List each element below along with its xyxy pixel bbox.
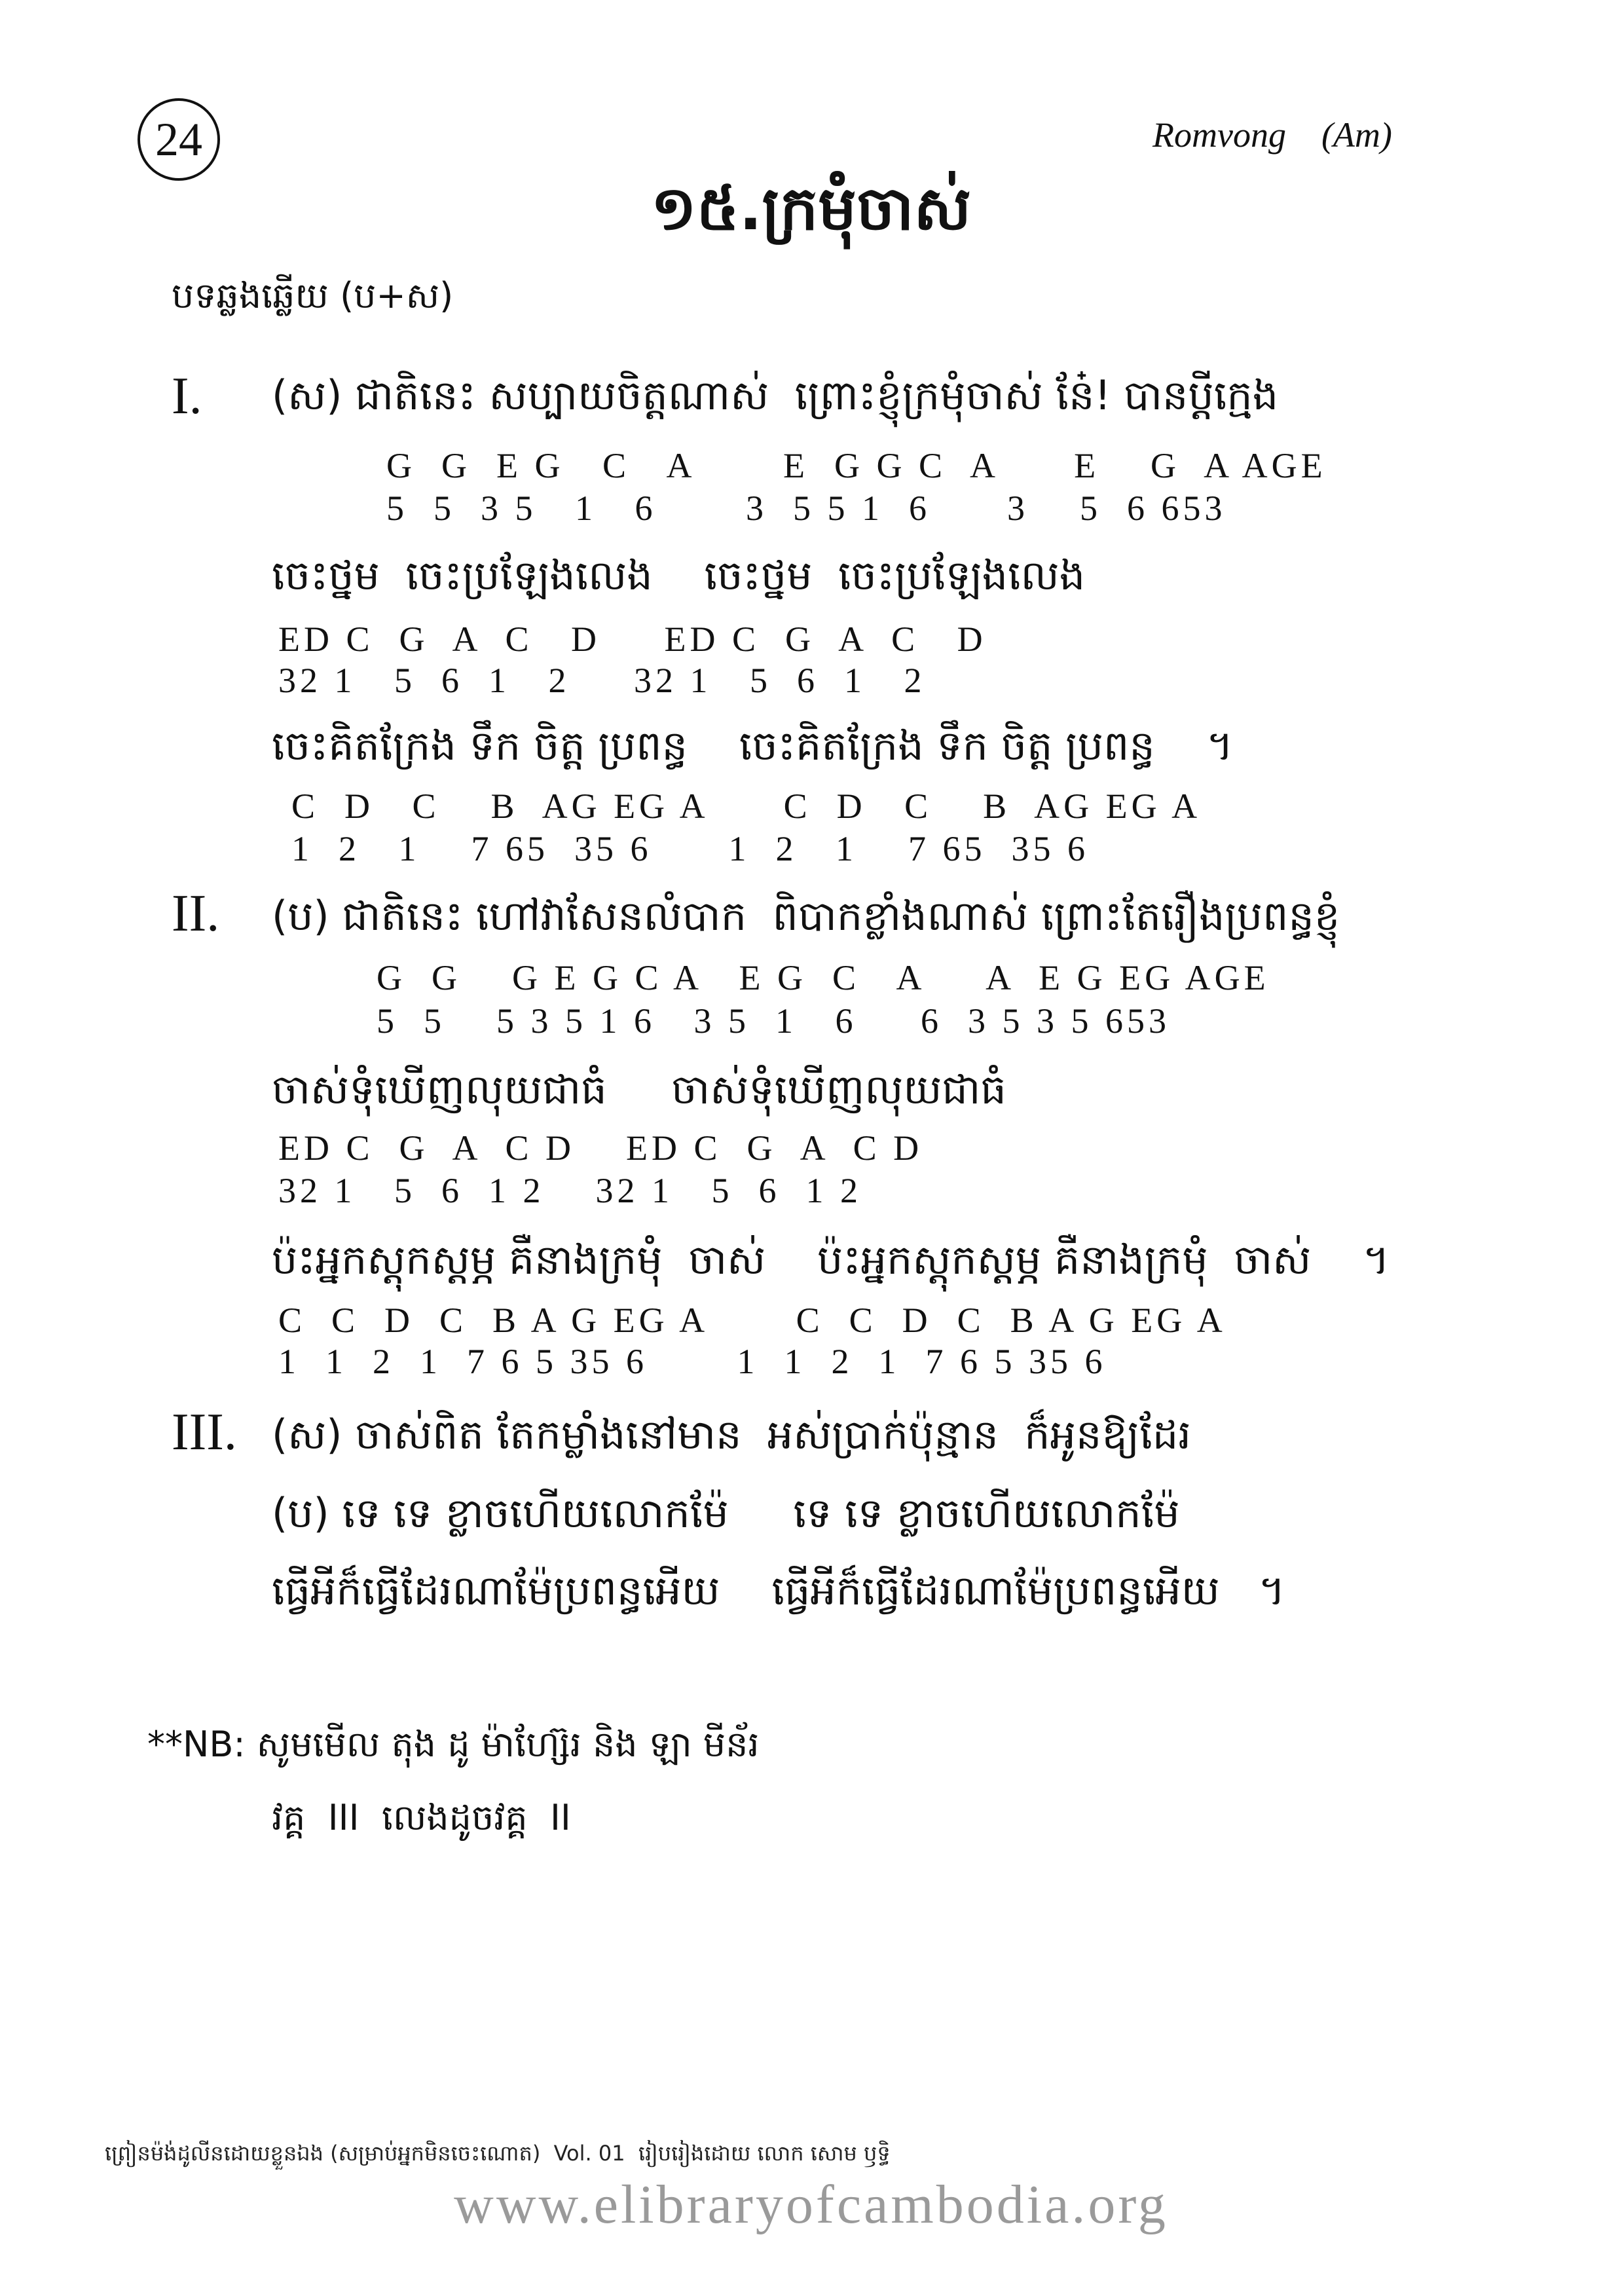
song-title: ១៥.ក្រមុំចាស់ bbox=[650, 174, 972, 244]
note-letters: C C D C B A G EG A C C D C B A G EG A bbox=[278, 1301, 1226, 1340]
note-numbers: 5 5 5 3 5 1 6 3 5 1 6 6 3 5 3 5 653 bbox=[377, 1001, 1170, 1041]
footer-credit: ព្រៀនម៉ង់ដូលីនដោយខ្លួនឯង (សម្រាប់អ្នកមិនចេះណោត) Vol. 01 រៀបរៀងដោយ លោក សោម ឫទ្ធិ bbox=[105, 2141, 891, 2166]
verse-number: III. bbox=[172, 1403, 237, 1461]
lyric-line: ចេះថ្នម ចេះប្រឡែងលេង ចេះថ្នម ចេះប្រឡែងលេង bbox=[272, 551, 1086, 599]
lyric-line: ធ្វើអីក៏ធ្វើដែរណាម៉ែប្រពន្ធអើយ ធ្វើអីក៏ធ្វើដែរណាម៉ែប្រពន្ធអើយ ។ bbox=[272, 1566, 1285, 1614]
singer-note: បទឆ្លងឆ្លើយ (ប+ស) bbox=[172, 275, 454, 316]
verse-number: II. bbox=[172, 885, 220, 942]
note-letters: G G G E G C A E G C A A E G EG AGE bbox=[377, 958, 1270, 997]
note-numbers: 32 1 5 6 1 2 32 1 5 6 1 2 bbox=[278, 661, 926, 700]
nb-note-detail: វគ្គ III លេងដូចវគ្គ II bbox=[272, 1797, 571, 1838]
note-letters: C D C B AG EG A C D C B AG EG A bbox=[291, 787, 1202, 826]
lyric-line: (ប) ទេ ទេ ខ្លាចហើយលោកម៉ែ ទេ ទេ ខ្លាចហើយលោកម៉ែ bbox=[272, 1489, 1180, 1537]
lyric-line: ប៉ះអ្នកស្តុកស្តម្ភ គឺនាងក្រមុំ ចាស់ ប៉ះអ្នកស្តុកស្តម្ភ គឺនាងក្រមុំ ចាស់ ។ bbox=[272, 1236, 1390, 1284]
lyric-line: (ស) ជាតិនេះ សប្បាយចិត្តណាស់ ព្រោះខ្ញុំក្រមុំចាស់ នែ៎! បានប្តីក្មេង bbox=[272, 371, 1279, 419]
lyric-line: (ប) ជាតិនេះ ហៅវាសែនលំបាក ពិបាកខ្លាំងណាស់ ព្រោះតែរឿងប្រពន្ធខ្ញុំ bbox=[272, 892, 1340, 940]
note-letters: ED C G A C D ED C G A C D bbox=[278, 1128, 923, 1168]
style-key: Romvong (Am) bbox=[1152, 115, 1392, 155]
page-number: 24 bbox=[138, 98, 220, 181]
lyric-line: ចាស់ទុំឃើញលុយជាធំ ចាស់ទុំឃើញលុយជាធំ bbox=[272, 1065, 1006, 1113]
note-numbers: 1 2 1 7 65 35 6 1 2 1 7 65 35 6 bbox=[291, 829, 1089, 868]
note-numbers: 1 1 2 1 7 6 5 35 6 1 1 2 1 7 6 5 35 6 bbox=[278, 1342, 1107, 1381]
lyric-line: ចេះគិតក្រែង ទឹក ចិត្ត ប្រពន្ធ ចេះគិតក្រែង ទឹក ចិត្ត ប្រពន្ធ ។ bbox=[272, 722, 1234, 769]
nb-note: **NB: សូមមើល តុង ដូ ម៉ាហ្ស៊ែរ និង ឡា មីន័រ bbox=[147, 1724, 760, 1765]
website-watermark[interactable]: www.elibraryofcambodia.org bbox=[454, 2174, 1168, 2235]
lyric-line: (ស) ចាស់ពិត តែកម្លាំងនៅមាន អស់ប្រាក់ប៉ុន្មាន ក៏អូនឱ្យដែរ bbox=[272, 1411, 1191, 1458]
note-letters: G G E G C A E G G C A E G A AGE bbox=[386, 446, 1327, 485]
note-numbers: 5 5 3 5 1 6 3 5 5 1 6 3 5 6 653 bbox=[386, 489, 1226, 528]
note-numbers: 32 1 5 6 1 2 32 1 5 6 1 2 bbox=[278, 1171, 862, 1210]
note-letters: ED C G A C D ED C G A C D bbox=[278, 620, 987, 659]
verse-number: I. bbox=[172, 367, 202, 425]
